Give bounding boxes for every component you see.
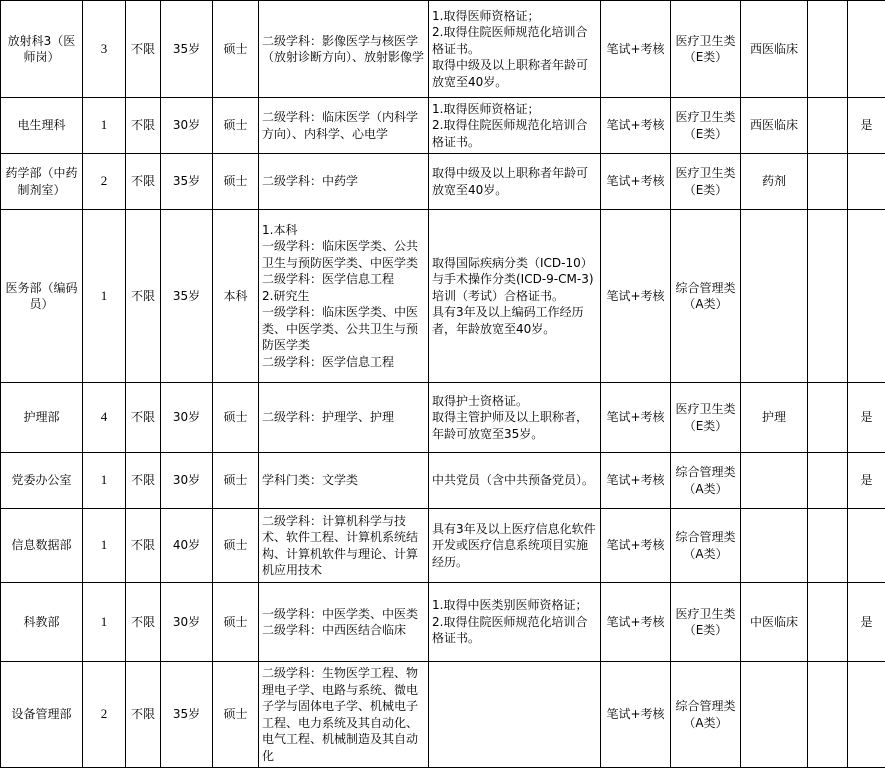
count-cell: 2	[83, 662, 126, 768]
exam-cell: 笔试+考核	[601, 383, 671, 453]
subject-cell	[741, 453, 808, 509]
gender-cell: 不限	[126, 383, 161, 453]
major-cell: 二级学科：影像医学与核医学（放射诊断方向）、放射影像学	[259, 1, 429, 98]
degree-cell: 硕士	[213, 1, 259, 98]
major-cell: 二级学科：中药学	[259, 154, 429, 210]
gender-cell: 不限	[126, 662, 161, 768]
major-cell: 1.本科 一级学科：临床医学类、公共卫生与预防医学类、中医学类 二级学科：医学信息工程 2.研究生 一级学科：临床医学类、中医类、中医学类、公共卫生与预防医学类 二级学科：医学信息工程	[259, 210, 429, 383]
table-row	[1, 154, 885, 210]
note-cell	[808, 509, 848, 583]
note-cell	[808, 662, 848, 768]
dept-cell: 放射科3（医师岗）	[1, 1, 83, 98]
major-cell: 学科门类：文学类	[259, 453, 429, 509]
flag-cell: 是	[848, 583, 885, 662]
degree-cell: 硕士	[213, 662, 259, 768]
requirements-cell: 1.取得医师资格证； 2.取得住院医师规范化培训合格证书。 取得中级及以上职称者年龄可放宽至40岁。	[429, 1, 601, 98]
age-cell: 35岁	[161, 154, 213, 210]
count-cell: 1	[83, 98, 126, 154]
table-row	[1, 453, 885, 509]
count-cell: 4	[83, 383, 126, 453]
note-cell	[808, 1, 848, 98]
age-cell: 30岁	[161, 453, 213, 509]
flag-cell: 是	[848, 383, 885, 453]
count-cell: 1	[83, 509, 126, 583]
exam-cell: 笔试+考核	[601, 583, 671, 662]
gender-cell: 不限	[126, 154, 161, 210]
degree-cell: 硕士	[213, 154, 259, 210]
dept-cell: 药学部（中药制剂室）	[1, 154, 83, 210]
category-cell: 综合管理类（A类）	[671, 662, 741, 768]
requirements-cell: 取得护士资格证。 取得主管护师及以上职称者，年龄可放宽至35岁。	[429, 383, 601, 453]
exam-cell: 笔试+考核	[601, 210, 671, 383]
category-cell: 综合管理类（A类）	[671, 453, 741, 509]
category-cell: 医疗卫生类（E类）	[671, 154, 741, 210]
gender-cell: 不限	[126, 210, 161, 383]
age-cell: 35岁	[161, 1, 213, 98]
flag-cell	[848, 210, 885, 383]
subject-cell	[741, 210, 808, 383]
major-cell: 一级学科：中医学类、中医类 二级学科：中西医结合临床	[259, 583, 429, 662]
subject-cell: 药剂	[741, 154, 808, 210]
subject-cell: 中医临床	[741, 583, 808, 662]
flag-cell	[848, 662, 885, 768]
gender-cell: 不限	[126, 453, 161, 509]
requirements-cell: 1.取得医师资格证； 2.取得住院医师规范化培训合格证书。	[429, 98, 601, 154]
degree-cell: 硕士	[213, 509, 259, 583]
note-cell	[808, 583, 848, 662]
table-row	[1, 210, 885, 383]
major-cell: 二级学科：护理学、护理	[259, 383, 429, 453]
age-cell: 30岁	[161, 383, 213, 453]
flag-cell	[848, 154, 885, 210]
subject-cell: 西医临床	[741, 98, 808, 154]
major-cell: 二级学科：临床医学（内科学方向）、内科学、心电学	[259, 98, 429, 154]
major-cell: 二级学科：计算机科学与技术、软件工程、计算机系统结构、计算机软件与理论、计算机应用技术	[259, 509, 429, 583]
count-cell: 1	[83, 453, 126, 509]
requirements-cell: 中共党员（含中共预备党员）。	[429, 453, 601, 509]
category-cell: 医疗卫生类（E类）	[671, 1, 741, 98]
gender-cell: 不限	[126, 583, 161, 662]
note-cell	[808, 453, 848, 509]
dept-cell: 设备管理部	[1, 662, 83, 768]
note-cell	[808, 154, 848, 210]
dept-cell: 科教部	[1, 583, 83, 662]
subject-cell: 护理	[741, 383, 808, 453]
flag-cell	[848, 1, 885, 98]
flag-cell: 是	[848, 453, 885, 509]
category-cell: 医疗卫生类（E类）	[671, 98, 741, 154]
age-cell: 35岁	[161, 210, 213, 383]
exam-cell: 笔试+考核	[601, 1, 671, 98]
degree-cell: 本科	[213, 210, 259, 383]
major-cell: 二级学科：生物医学工程、物理电子学、电路与系统、微电子学与固体电子学、机械电子工程、电力系统及其自动化、电气工程、机械制造及其自动化	[259, 662, 429, 768]
gender-cell: 不限	[126, 98, 161, 154]
subject-cell	[741, 509, 808, 583]
note-cell	[808, 383, 848, 453]
dept-cell: 电生理科	[1, 98, 83, 154]
table-row	[1, 509, 885, 583]
flag-cell	[848, 509, 885, 583]
dept-cell: 党委办公室	[1, 453, 83, 509]
subject-cell: 西医临床	[741, 1, 808, 98]
note-cell	[808, 98, 848, 154]
category-cell: 综合管理类（A类）	[671, 509, 741, 583]
count-cell: 1	[83, 210, 126, 383]
dept-cell: 信息数据部	[1, 509, 83, 583]
dept-cell: 医务部（编码员）	[1, 210, 83, 383]
requirements-cell: 1.取得中医类别医师资格证； 2.取得住院医师规范化培训合格证书。	[429, 583, 601, 662]
subject-cell	[741, 662, 808, 768]
table-row	[1, 1, 885, 98]
age-cell: 40岁	[161, 509, 213, 583]
table-row	[1, 583, 885, 662]
gender-cell: 不限	[126, 509, 161, 583]
flag-cell: 是	[848, 98, 885, 154]
requirements-cell: 取得中级及以上职称者年龄可放宽至40岁。	[429, 154, 601, 210]
count-cell: 2	[83, 154, 126, 210]
category-cell: 医疗卫生类（E类）	[671, 383, 741, 453]
table-body	[1, 1, 885, 768]
degree-cell: 硕士	[213, 453, 259, 509]
table-row	[1, 98, 885, 154]
exam-cell: 笔试+考核	[601, 662, 671, 768]
table-row	[1, 662, 885, 768]
degree-cell: 硕士	[213, 583, 259, 662]
requirements-cell	[429, 662, 601, 768]
age-cell: 30岁	[161, 583, 213, 662]
exam-cell: 笔试+考核	[601, 98, 671, 154]
exam-cell: 笔试+考核	[601, 509, 671, 583]
dept-cell: 护理部	[1, 383, 83, 453]
degree-cell: 硕士	[213, 98, 259, 154]
count-cell: 3	[83, 1, 126, 98]
category-cell: 综合管理类（A类）	[671, 210, 741, 383]
exam-cell: 笔试+考核	[601, 453, 671, 509]
requirements-cell: 具有3年及以上医疗信息化软件开发或医疗信息系统项目实施经历。	[429, 509, 601, 583]
exam-cell: 笔试+考核	[601, 154, 671, 210]
category-cell: 医疗卫生类（E类）	[671, 583, 741, 662]
age-cell: 35岁	[161, 662, 213, 768]
gender-cell: 不限	[126, 1, 161, 98]
count-cell: 1	[83, 583, 126, 662]
requirements-cell: 取得国际疾病分类（ICD-10）与手术操作分类(ICD-9-CM-3)培训（考试）合格证书。 具有3年及以上编码工作经历者，年龄放宽至40岁。	[429, 210, 601, 383]
age-cell: 30岁	[161, 98, 213, 154]
table-row	[1, 383, 885, 453]
degree-cell: 硕士	[213, 383, 259, 453]
note-cell	[808, 210, 848, 383]
